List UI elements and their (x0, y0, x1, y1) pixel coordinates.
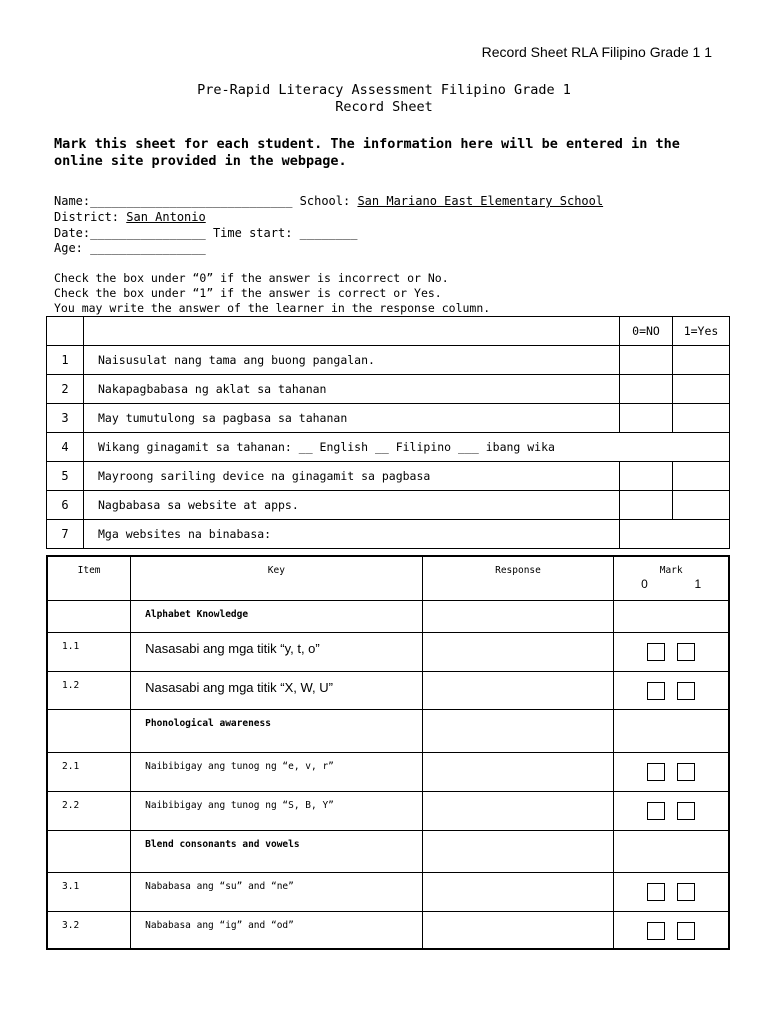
survey-row (47, 520, 730, 549)
response-cell[interactable] (422, 671, 614, 709)
document-title: Pre-Rapid Literacy Assessment Filipino Grade 1 (197, 82, 571, 98)
item-key: Nababasa ang “su” and “ne” (131, 872, 422, 911)
survey-row-text: Naisusulat nang tama ang buong pangalan. (84, 346, 620, 375)
age-line[interactable]: Age: ________________ (54, 241, 206, 255)
mark-0-checkbox[interactable] (647, 643, 665, 661)
assessment-header-row (47, 556, 729, 600)
mark-1-checkbox[interactable] (677, 682, 695, 700)
survey-row-text[interactable]: Wikang ginagamit sa tahanan: __ English __ Filipino ___ ibang wika (84, 433, 730, 462)
survey-row-number: 6 (47, 491, 84, 520)
school-value[interactable]: San Mariano East Elementary School (357, 194, 604, 208)
survey-row-number: 4 (47, 433, 84, 462)
mark-label: Mark (659, 565, 683, 576)
instruction-0: Check the box under “0” if the answer is incorrect or No. (54, 271, 449, 285)
item-number: 1.2 (47, 671, 131, 709)
mark-0-checkbox[interactable] (647, 922, 665, 940)
district-value[interactable]: San Antonio (126, 210, 206, 224)
survey-row-text: Nagbabasa sa website at apps. (84, 491, 620, 520)
survey-row (47, 433, 730, 462)
header-mark (614, 556, 729, 600)
survey-row-text: Mayroong sariling device na ginagamit sa pagbasa (84, 462, 620, 491)
survey-row (47, 462, 730, 491)
running-header: Record Sheet RLA Filipino Grade 1 1 (481, 44, 712, 60)
district-line (54, 210, 206, 225)
mark-1-label: 1 (694, 577, 702, 591)
survey-yes-cell[interactable] (673, 375, 730, 404)
survey-no-cell[interactable] (620, 462, 673, 491)
mark-scale (614, 577, 728, 591)
assessment-table (46, 555, 730, 950)
section-title: Blend consonants and vowels (131, 830, 422, 872)
header-item: Item (47, 556, 131, 600)
survey-no-cell[interactable] (620, 375, 673, 404)
response-cell[interactable] (422, 872, 614, 911)
item-key: Naibibigay ang tunog ng “S, B, Y” (131, 791, 422, 830)
response-cell[interactable] (422, 911, 614, 949)
item-key: Nasasabi ang mga titik “X, W, U” (131, 671, 422, 709)
survey-row-number: 1 (47, 346, 84, 375)
item-number: 1.1 (47, 632, 131, 671)
date-time-line[interactable]: Date:________________ Time start: ________ (54, 226, 358, 240)
col-no-header: 0=NO (620, 317, 673, 346)
survey-row (47, 346, 730, 375)
websites-response-cell[interactable] (620, 520, 730, 549)
school-label: School: (292, 194, 358, 208)
survey-row (47, 404, 730, 433)
item-key: Naibibigay ang tunog ng “e, v, r” (131, 752, 422, 791)
mark-1-checkbox[interactable] (677, 643, 695, 661)
survey-table (46, 316, 730, 549)
survey-yes-cell[interactable] (673, 404, 730, 433)
item-number: 3.1 (47, 872, 131, 911)
survey-row-number: 2 (47, 375, 84, 404)
item-number: 2.2 (47, 791, 131, 830)
section-row (47, 830, 729, 872)
survey-row-number: 5 (47, 462, 84, 491)
header-key: Key (131, 556, 422, 600)
survey-no-cell[interactable] (620, 404, 673, 433)
survey-no-cell[interactable] (620, 346, 673, 375)
mark-1-checkbox[interactable] (677, 763, 695, 781)
document-subtitle: Record Sheet (335, 99, 433, 115)
item-row (47, 752, 729, 791)
survey-yes-cell[interactable] (673, 462, 730, 491)
header-response: Response (422, 556, 614, 600)
mark-0-label: 0 (641, 577, 648, 591)
section-row (47, 709, 729, 752)
section-title: Alphabet Knowledge (131, 600, 422, 632)
item-row (47, 632, 729, 671)
col-yes-header: 1=Yes (673, 317, 730, 346)
section-row (47, 600, 729, 632)
mark-1-checkbox[interactable] (677, 922, 695, 940)
survey-row (47, 375, 730, 404)
response-cell[interactable] (422, 632, 614, 671)
mark-0-checkbox[interactable] (647, 802, 665, 820)
item-key: Nasasabi ang mga titik “y, t, o” (131, 632, 422, 671)
instruction-2: You may write the answer of the learner in the response column. (54, 301, 491, 315)
instruction-1: Check the box under “1” if the answer is correct or Yes. (54, 286, 442, 300)
survey-row-number: 3 (47, 404, 84, 433)
mark-0-checkbox[interactable] (647, 883, 665, 901)
response-cell[interactable] (422, 791, 614, 830)
survey-no-cell[interactable] (620, 491, 673, 520)
name-field[interactable]: Name:____________________________ (54, 194, 293, 208)
mark-1-checkbox[interactable] (677, 802, 695, 820)
survey-row-number: 7 (47, 520, 84, 549)
item-number: 3.2 (47, 911, 131, 949)
survey-yes-cell[interactable] (673, 491, 730, 520)
survey-header-row (47, 317, 730, 346)
section-title: Phonological awareness (131, 709, 422, 752)
survey-row-text: May tumutulong sa pagbasa sa tahanan (84, 404, 620, 433)
mark-0-checkbox[interactable] (647, 763, 665, 781)
name-school-line (54, 194, 603, 209)
survey-row (47, 491, 730, 520)
item-row (47, 671, 729, 709)
survey-row-text: Mga websites na binabasa: (84, 520, 620, 549)
item-key: Nababasa ang “ig” and “od” (131, 911, 422, 949)
intro-paragraph: Mark this sheet for each student. The information here will be entered in the online site provided in the webpage. (54, 136, 680, 169)
survey-row-text: Nakapagbabasa ng aklat sa tahanan (84, 375, 620, 404)
item-row (47, 911, 729, 949)
district-label: District: (54, 210, 127, 224)
item-number: 2.1 (47, 752, 131, 791)
item-row (47, 791, 729, 830)
survey-yes-cell[interactable] (673, 346, 730, 375)
response-cell[interactable] (422, 752, 614, 791)
item-row (47, 872, 729, 911)
mark-1-checkbox[interactable] (677, 883, 695, 901)
mark-0-checkbox[interactable] (647, 682, 665, 700)
